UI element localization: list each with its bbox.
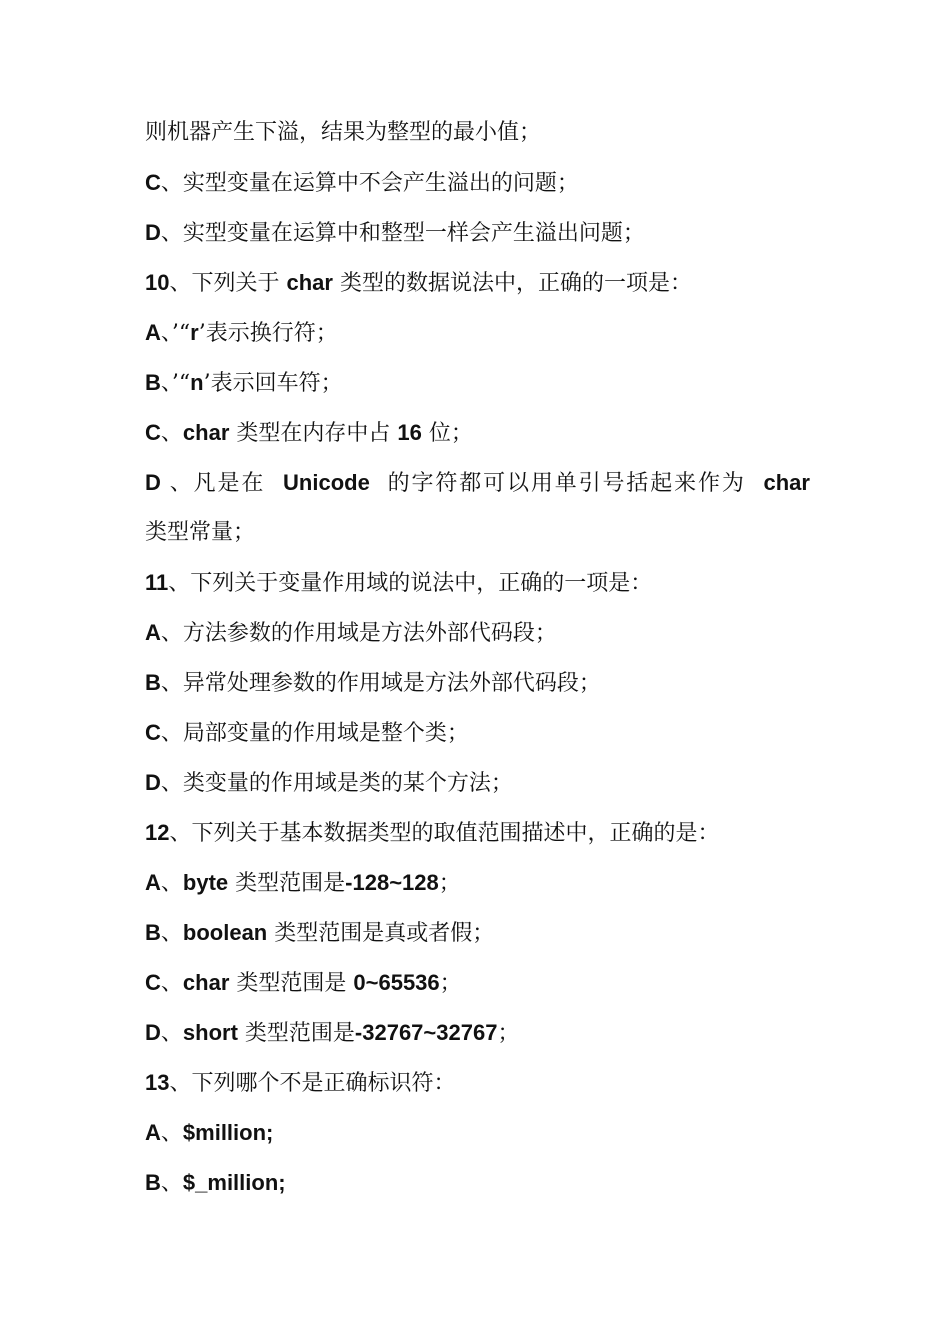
body-text: 类型范围是真或者假；	[267, 921, 495, 946]
body-text: 类型常量；	[145, 520, 256, 545]
body-text: 、下列关于基本数据类型的取值范围描述中，正确的是：	[169, 821, 720, 846]
body-text: 、’“	[160, 321, 191, 346]
latin-text: char	[182, 420, 230, 445]
body-text: ；	[438, 871, 461, 896]
body-text: 类型范围是	[229, 971, 354, 996]
body-text: 、下列关于	[169, 271, 287, 296]
body-text: 类型范围是	[237, 1021, 355, 1046]
text-line	[145, 158, 810, 208]
latin-text: $million;	[182, 1120, 274, 1145]
latin-text: A	[145, 870, 161, 895]
latin-text: A	[145, 1120, 161, 1145]
body-text: 、异常处理参数的作用域是方法外部代码段；	[160, 671, 601, 696]
latin-text: B	[145, 670, 161, 695]
text-line	[145, 108, 810, 158]
latin-text: char	[286, 270, 333, 295]
body-text: ’表示换行符；	[198, 321, 338, 346]
body-text: 、	[160, 871, 183, 896]
latin-text: C	[145, 970, 161, 995]
body-text: 、’“	[160, 371, 191, 396]
text-line	[145, 358, 810, 408]
latin-text: D	[145, 220, 161, 245]
body-text: 、	[160, 1121, 183, 1146]
text-line	[145, 208, 810, 258]
body-text: 、	[160, 421, 183, 446]
latin-text: r	[190, 320, 199, 345]
body-text: 类型范围是	[228, 871, 346, 896]
latin-text: 13	[145, 1070, 170, 1095]
text-line	[145, 258, 810, 308]
text-line	[145, 508, 810, 558]
text-line	[145, 858, 810, 908]
latin-text: C	[145, 420, 161, 445]
body-text: 、类变量的作用域是类的某个方法；	[160, 771, 513, 796]
latin-text: A	[145, 620, 161, 645]
text-line	[145, 708, 810, 758]
body-text: 类型在内存中占	[229, 421, 398, 446]
text-line	[145, 1158, 810, 1208]
body-text: 、	[160, 971, 183, 996]
latin-text: B	[145, 370, 161, 395]
body-text: 、下列哪个不是正确标识符：	[169, 1071, 456, 1096]
body-text: 、	[160, 1171, 183, 1196]
text-line	[145, 958, 810, 1008]
latin-text: B	[145, 920, 161, 945]
text-line	[145, 558, 810, 608]
text-line	[145, 1108, 810, 1158]
latin-text: D	[145, 770, 161, 795]
text-line	[145, 1008, 810, 1058]
latin-text: -128~128	[345, 870, 439, 895]
latin-text: $_million;	[182, 1170, 286, 1195]
latin-text: n	[190, 370, 204, 395]
latin-text: B	[145, 1170, 161, 1195]
latin-text: D	[145, 1020, 161, 1045]
body-text: ；	[497, 1021, 520, 1046]
text-line	[145, 908, 810, 958]
latin-text: A	[145, 320, 161, 345]
text-line	[145, 408, 810, 458]
latin-text: D	[145, 470, 161, 495]
body-text: 、实型变量在运算中不会产生溢出的问题；	[160, 171, 579, 196]
latin-text: Unicode	[283, 470, 370, 495]
body-text: ’表示回车符；	[203, 371, 343, 396]
body-text: ；	[439, 971, 462, 996]
text-line	[145, 658, 810, 708]
body-text: 、局部变量的作用域是整个类；	[160, 721, 469, 746]
latin-text: boolean	[182, 920, 268, 945]
latin-text: C	[145, 720, 161, 745]
latin-text: char	[182, 970, 230, 995]
body-text: 、凡是在	[169, 471, 275, 496]
body-text: 、下列关于变量作用域的说法中，正确的一项是：	[168, 571, 653, 596]
text-line	[145, 308, 810, 358]
latin-text: 12	[145, 820, 170, 845]
latin-text: 0~65536	[353, 970, 440, 995]
text-line	[145, 1058, 810, 1108]
text-line	[145, 608, 810, 658]
latin-text: short	[182, 1020, 238, 1045]
latin-text: C	[145, 170, 161, 195]
latin-text: 11	[145, 570, 169, 595]
latin-text: 10	[145, 270, 170, 295]
body-text: 则机器产生下溢，结果为整型的最小值；	[145, 120, 542, 145]
body-text: 类型的数据说法中，正确的一项是：	[332, 271, 692, 296]
body-text: 、	[160, 1021, 183, 1046]
document-page	[145, 108, 810, 1208]
body-text: 的字符都可以用单引号括起来作为	[378, 471, 755, 496]
latin-text: -32767~32767	[354, 1020, 498, 1045]
body-text: 、实型变量在运算中和整型一样会产生溢出问题；	[160, 221, 645, 246]
body-text: 、	[160, 921, 183, 946]
text-line	[145, 458, 810, 508]
latin-text: char	[763, 470, 810, 495]
latin-text: 16	[397, 420, 422, 445]
latin-text: byte	[182, 870, 229, 895]
body-text: 、方法参数的作用域是方法外部代码段；	[160, 621, 557, 646]
text-line	[145, 758, 810, 808]
text-line	[145, 808, 810, 858]
body-text: 位；	[421, 421, 473, 446]
